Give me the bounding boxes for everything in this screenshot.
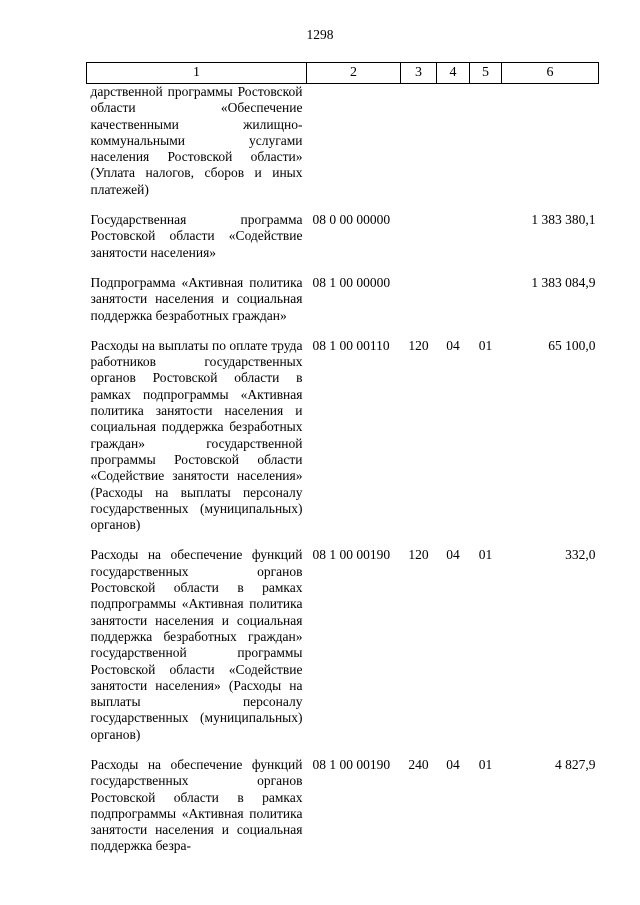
row-name: Расходы на обеспечение функций государственных органов Ростовской области в рамках подпрограммы «Активная политика занятости населения и социальная поддержка безработных граждан» государственной программы Ростовской области «Содействие занятости населения» (Расходы на выплаты персоналу государственных (муниципальных) органов)	[90, 547, 303, 742]
row-pr: 01	[478, 756, 493, 772]
table-row	[87, 757, 599, 869]
row-vr	[401, 84, 437, 213]
row-csr: 08 0 00 00000	[312, 212, 391, 228]
header-col-2: 2	[307, 63, 401, 84]
header-col-1: 1	[87, 63, 307, 84]
header-col-5: 5	[470, 63, 502, 84]
table-header-row	[87, 63, 599, 84]
row-pr	[470, 212, 502, 275]
row-rz: 04	[446, 337, 460, 353]
table-row	[87, 212, 599, 275]
budget-table	[86, 62, 599, 869]
row-name: дарственной программы Ростовской области «Обеспечение качественными жилищно-коммунальными услугами населения Ростовской области» (Уплата налогов, сборов и иных платежей)	[90, 84, 303, 197]
row-vr: 120	[408, 337, 429, 353]
row-rz: 04	[446, 547, 460, 563]
row-sum	[502, 84, 599, 213]
row-rz	[437, 84, 470, 213]
row-name: Расходы на выплаты по оплате труда работников государственных органов Ростовской области в рамках подпрограммы «Активная политика занятости населения и социальная поддержка безработных граждан» государственной программы Ростовской области «Содействие занятости населения» (Расходы на выплаты персоналу государственных (муниципальных) органов)	[90, 337, 303, 533]
row-rz	[437, 212, 470, 275]
row-csr: 08 1 00 00110	[312, 337, 390, 353]
row-pr	[470, 275, 502, 338]
row-vr	[401, 275, 437, 338]
row-pr: 01	[478, 547, 493, 563]
row-name: Государственная программа Ростовской области «Содействие занятости населения»	[90, 212, 303, 260]
table-row	[87, 84, 599, 213]
page-number: 1298	[306, 27, 334, 42]
row-sum: 65 100,0	[548, 337, 596, 353]
row-csr	[307, 84, 401, 213]
row-vr: 240	[408, 756, 429, 772]
row-pr: 01	[478, 337, 493, 353]
row-name: Расходы на обеспечение функций государственных органов Ростовской области в рамках подпрограммы «Активная политика занятости населения и социальная поддержка безра-	[90, 756, 303, 854]
row-csr: 08 1 00 00000	[312, 274, 391, 290]
row-sum: 1 383 380,1	[531, 212, 596, 228]
header-col-6: 6	[502, 63, 599, 84]
row-vr: 120	[408, 547, 429, 563]
row-name: Подпрограмма «Активная политика занятости населения и социальная поддержка безработных граждан»	[90, 274, 303, 323]
header-col-3: 3	[401, 63, 437, 84]
row-csr: 08 1 00 00190	[312, 756, 391, 772]
row-csr: 08 1 00 00190	[312, 547, 391, 563]
row-vr	[401, 212, 437, 275]
header-col-4: 4	[437, 63, 470, 84]
row-rz	[437, 275, 470, 338]
table-row	[87, 547, 599, 757]
row-sum: 332,0	[565, 547, 596, 563]
table-row	[87, 275, 599, 338]
row-rz: 04	[446, 756, 460, 772]
row-pr	[470, 84, 502, 213]
table-row	[87, 338, 599, 548]
row-sum: 1 383 084,9	[531, 274, 596, 290]
row-sum: 4 827,9	[555, 756, 596, 772]
